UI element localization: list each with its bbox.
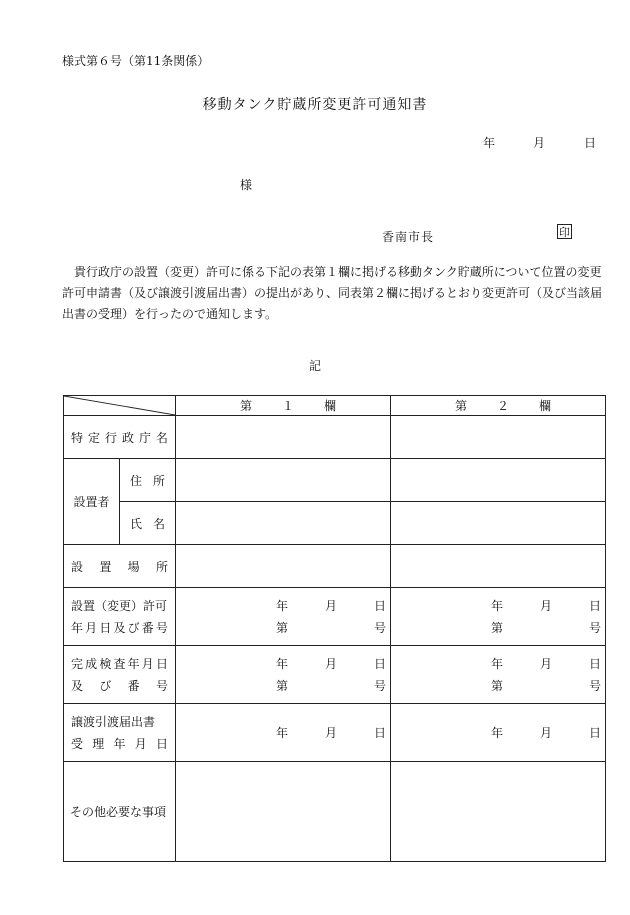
date-day: 日 <box>584 136 597 150</box>
table-row <box>64 545 606 588</box>
issuer: 香南市長 <box>382 230 435 244</box>
address-col1 <box>176 459 391 502</box>
seal-mark: 印 <box>559 225 570 239</box>
col1-header: 第 １ 欄 <box>176 396 391 416</box>
other-matters-col1 <box>176 762 391 862</box>
installer-label: 設置者 <box>64 459 120 545</box>
table-row <box>64 646 606 704</box>
other-matters-col2 <box>391 762 606 862</box>
address-col2 <box>391 459 606 502</box>
document-title: 移動タンク貯蔵所変更許可通知書 <box>202 97 428 113</box>
table-row <box>64 762 606 862</box>
other-matters-label: その他必要な事項 <box>64 762 176 862</box>
permit-date-col2: 年 月 日 第 号 <box>391 588 606 646</box>
body-text <box>62 262 604 325</box>
designated-authority-col1 <box>176 416 391 459</box>
location-col1 <box>176 545 391 588</box>
table-row <box>64 704 606 762</box>
notification-table <box>63 395 606 862</box>
table-row <box>64 502 606 545</box>
name-col1 <box>176 502 391 545</box>
location-label: 設 置 場 所 <box>64 545 176 588</box>
designated-authority-label: 特 定 行 政 庁 名 <box>64 416 176 459</box>
permit-date-label: 設置（変更）許可 年 月 日 及 び 番 号 <box>64 588 176 646</box>
address-label: 住 所 <box>120 459 176 502</box>
permit-date-col1: 年 月 日 第 号 <box>176 588 391 646</box>
table-header-row <box>64 396 606 416</box>
form-number: 様式第６号（第11条関係） <box>62 54 210 68</box>
date-year: 年 <box>483 136 496 150</box>
transfer-date-label: 譲渡引渡届出書 受 理 年 月 日 <box>64 704 176 762</box>
transfer-date-col1: 年 月 日 <box>176 704 391 762</box>
diagonal-line <box>64 396 175 415</box>
diagonal-cell <box>64 396 176 416</box>
inspection-date-col2: 年 月 日 第 号 <box>391 646 606 704</box>
body-paragraph: 貴行政庁の設置（変更）許可に係る下記の表第１欄に掲げる移動タンク貯蔵所について位置の変更許可申請書（及び譲渡引渡届出書）の提出があり、同表第２欄に掲げるとおり変更許可（及び当該届出書の受理）を行ったので通知します。 <box>62 265 603 321</box>
name-label: 氏 名 <box>120 502 176 545</box>
date-month: 月 <box>533 136 546 150</box>
inspection-date-col1: 年 月 日 第 号 <box>176 646 391 704</box>
transfer-date-col2: 年 月 日 <box>391 704 606 762</box>
table-row <box>64 459 606 502</box>
location-col2 <box>391 545 606 588</box>
name-col2 <box>391 502 606 545</box>
col2-header: 第 ２ 欄 <box>391 396 606 416</box>
ki-heading: 記 <box>308 359 321 373</box>
recipient-suffix: 様 <box>240 178 253 192</box>
inspection-date-label: 完 成 検 査 年 月 日 及 び 番 号 <box>64 646 176 704</box>
table-row <box>64 416 606 459</box>
table-row <box>64 588 606 646</box>
designated-authority-col2 <box>391 416 606 459</box>
